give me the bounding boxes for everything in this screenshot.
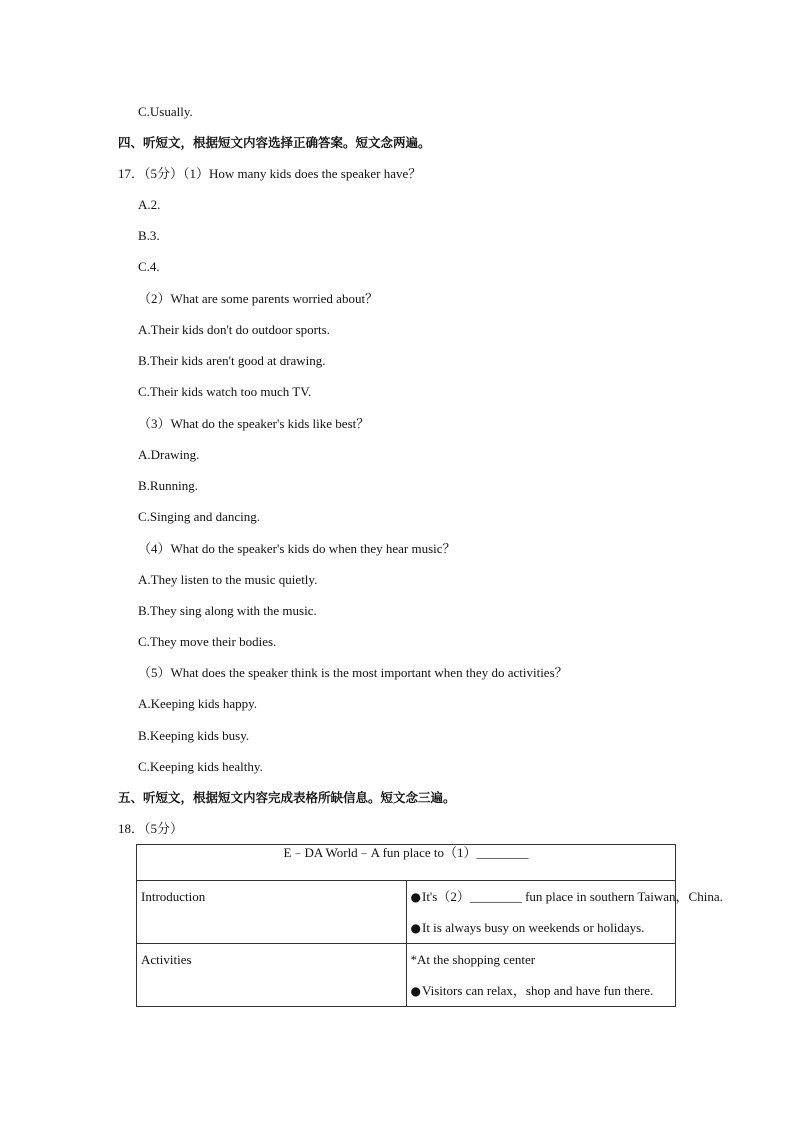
row-label-activities xyxy=(137,944,407,1007)
table-line xyxy=(411,912,672,943)
q17-3-option-c: C.Singing and dancing. xyxy=(138,509,261,524)
table-line xyxy=(410,881,723,912)
question-18-number: 18．（5分） xyxy=(118,821,184,836)
q17-3-option-b: B.Running. xyxy=(138,478,198,493)
section-5-heading: 五、听短文，根据短文内容完成表格所缺信息。短文念三遍。 xyxy=(118,790,456,805)
row-content-activities xyxy=(406,944,676,1007)
table-row xyxy=(137,944,676,1007)
table-line xyxy=(411,975,672,1006)
bullet-icon: ● xyxy=(410,983,421,998)
question-17 xyxy=(118,166,421,182)
table-title-row xyxy=(137,845,676,881)
table-line-text: Visitors can relax，shop and have fun there. xyxy=(421,982,654,998)
option-c-usually: C.Usually. xyxy=(138,104,193,119)
bullet-icon: ● xyxy=(410,889,421,904)
q17-5-option-a: A.Keeping kids happy. xyxy=(138,696,258,711)
question-17-2-stem: （2）What are some parents worried about？ xyxy=(138,291,379,306)
table-row xyxy=(137,881,676,944)
table-line-text: It is always busy on weekends or holidays. xyxy=(421,919,645,935)
table-line-text: *At the shopping center xyxy=(410,951,536,967)
q17-4-option-c: C.They move their bodies. xyxy=(138,634,277,649)
table-line xyxy=(411,944,672,975)
q17-2-option-a: A.Their kids don't do outdoor sports. xyxy=(138,322,330,337)
table-line-text: It's（2）________ fun place in southern Taiwan，China. xyxy=(421,888,723,904)
question-17-5-stem: （5）What does the speaker think is the most important when they do activities？ xyxy=(138,665,568,680)
q17-3-option-a: A.Drawing. xyxy=(138,447,200,462)
q17-1-option-a: A.2. xyxy=(138,197,161,212)
question-17-4-stem: （4）What do the speaker's kids do when they hear music？ xyxy=(138,541,456,556)
section-4-heading: 四、听短文，根据短文内容选择正确答案。短文念两遍。 xyxy=(118,135,431,150)
row-content-introduction xyxy=(406,881,723,944)
q17-1-option-c: C.4. xyxy=(138,259,160,274)
q17-1-option-b: B.3. xyxy=(138,228,160,243)
row-label-text: Introduction xyxy=(141,888,206,904)
info-table xyxy=(136,844,723,1007)
row-label-introduction xyxy=(137,881,407,944)
q17-4-option-a: A.They listen to the music quietly. xyxy=(138,572,318,587)
question-17-number: 17．（5分） xyxy=(118,166,184,181)
q17-4-option-b: B.They sing along with the music. xyxy=(138,603,317,618)
q17-2-option-b: B.Their kids aren't good at drawing. xyxy=(138,353,326,368)
row-label-text: Activities xyxy=(141,951,192,967)
q17-2-option-c: C.Their kids watch too much TV. xyxy=(138,384,312,399)
q17-5-option-c: C.Keeping kids healthy. xyxy=(138,759,263,774)
q17-5-option-b: B.Keeping kids busy. xyxy=(138,728,250,743)
table-title: E﹣DA World﹣A fun place to（1）________ xyxy=(137,845,676,881)
question-17-3-stem: （3）What do the speaker's kids like best？ xyxy=(138,416,370,431)
question-17-1-stem: （1）How many kids does the speaker have？ xyxy=(183,166,422,181)
bullet-icon: ● xyxy=(410,920,421,935)
